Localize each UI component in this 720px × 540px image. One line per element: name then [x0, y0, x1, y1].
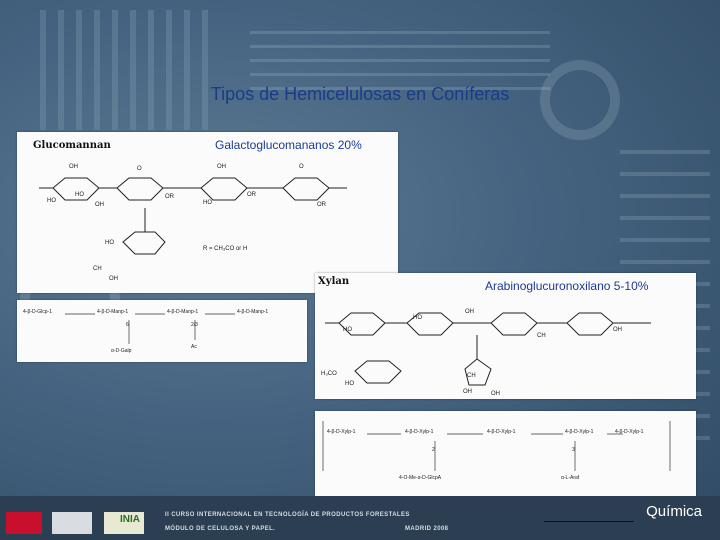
svg-text:CH: CH	[467, 373, 476, 379]
svg-text:R = CH₃CO or H: R = CH₃CO or H	[203, 246, 248, 252]
svg-text:OH: OH	[491, 391, 500, 397]
xylan-structure-panel	[315, 273, 696, 399]
svg-text:OH: OH	[465, 309, 474, 315]
svg-text:O: O	[137, 166, 142, 172]
xylan-branch-2-sugar: α-L-Araf	[561, 475, 580, 481]
slide-title-wrap	[0, 84, 720, 105]
xylan-label: Arabinoglucuronoxilano 5-10%	[485, 279, 649, 293]
footer-bar	[0, 496, 720, 540]
xylan-structure-drawing	[315, 273, 696, 399]
slide-title: Tipos de Hemicelulosas en Coníferas	[210, 84, 510, 104]
svg-text:OH: OH	[613, 327, 622, 333]
svg-text:OR: OR	[317, 202, 326, 208]
footer-course-line-2: MÓDULO DE CELULOSA Y PAPEL.	[165, 526, 276, 532]
xylan-branch-2-position: 3	[572, 447, 575, 453]
glucomannan-structure-drawing	[17, 132, 398, 293]
svg-text:OH: OH	[69, 164, 78, 170]
glucomannan-branch-1-position: 6	[126, 322, 129, 328]
svg-text:O: O	[299, 164, 304, 170]
xylan-chain-unit-4: 4-β-D-Xylp-1	[565, 429, 594, 435]
svg-text:H₃CO: H₃CO	[321, 371, 337, 377]
glucomannan-branch-1-sugar: α-D-Galp	[111, 348, 132, 354]
svg-text:OH: OH	[463, 389, 472, 395]
svg-text:HO: HO	[47, 198, 56, 204]
svg-text:HO: HO	[345, 381, 354, 387]
svg-text:OR: OR	[165, 194, 174, 200]
xylan-structure-name: Xylan	[318, 276, 350, 287]
svg-text:HO: HO	[343, 327, 352, 333]
subject-label: Química	[646, 503, 702, 520]
glucomannan-schematic-panel	[17, 300, 307, 362]
svg-text:CH: CH	[537, 333, 546, 339]
xylan-branch-1-sugar: 4-O-Me-α-D-GlcpA	[399, 475, 442, 481]
glucomannan-label: Galactoglucomananos 20%	[215, 138, 362, 152]
svg-text:CH: CH	[93, 266, 102, 272]
background-machinery	[250, 20, 550, 90]
glucomannan-structure-panel	[17, 132, 398, 293]
svg-text:HO: HO	[203, 200, 212, 206]
xylan-chain-unit-3: 4-β-D-Xylp-1	[487, 429, 516, 435]
svg-text:HO: HO	[413, 315, 422, 321]
xylan-chain-unit-2: 4-β-D-Xylp-1	[405, 429, 434, 435]
glucomannan-chain-unit-3: 4-β-D-Manp-1	[167, 309, 199, 315]
svg-text:OR: OR	[247, 192, 256, 198]
glucomannan-structure-name: Glucomannan	[33, 140, 111, 151]
footer-place-date: MADRID 2008	[405, 526, 449, 532]
xylan-schematic-panel	[315, 411, 696, 501]
svg-text:OH: OH	[95, 202, 104, 208]
svg-text:OH: OH	[109, 276, 118, 282]
gobierno-espana-logo	[6, 512, 42, 534]
footer-course-line-1: II CURSO INTERNACIONAL EN TECNOLOGÍA DE PRODUCTOS FORESTALES	[165, 512, 410, 518]
glucomannan-branch-2-group: Ac	[191, 344, 197, 350]
xylan-schematic	[315, 411, 696, 501]
xylan-chain-unit-5: 4-β-D-Xylp-1	[615, 429, 644, 435]
svg-text:HO: HO	[75, 192, 84, 198]
ministerio-logo	[52, 512, 92, 534]
svg-text:OH: OH	[217, 164, 226, 170]
background-machinery	[40, 10, 210, 130]
glucomannan-chain-unit-1: 4-β-D-Glcp-1	[23, 309, 52, 315]
subject-underline	[544, 521, 634, 522]
svg-text:HO: HO	[105, 240, 114, 246]
glucomannan-branch-2-position: 2/3	[191, 322, 198, 328]
xylan-branch-1-position: 2	[432, 447, 435, 453]
glucomannan-chain-unit-4: 4-β-D-Manp-1	[237, 309, 269, 315]
inia-logo-text: INIA	[120, 514, 140, 525]
glucomannan-chain-unit-2: 4-β-D-Manp-1	[97, 309, 129, 315]
xylan-chain-unit-1: 4-β-D-Xylp-1	[327, 429, 356, 435]
